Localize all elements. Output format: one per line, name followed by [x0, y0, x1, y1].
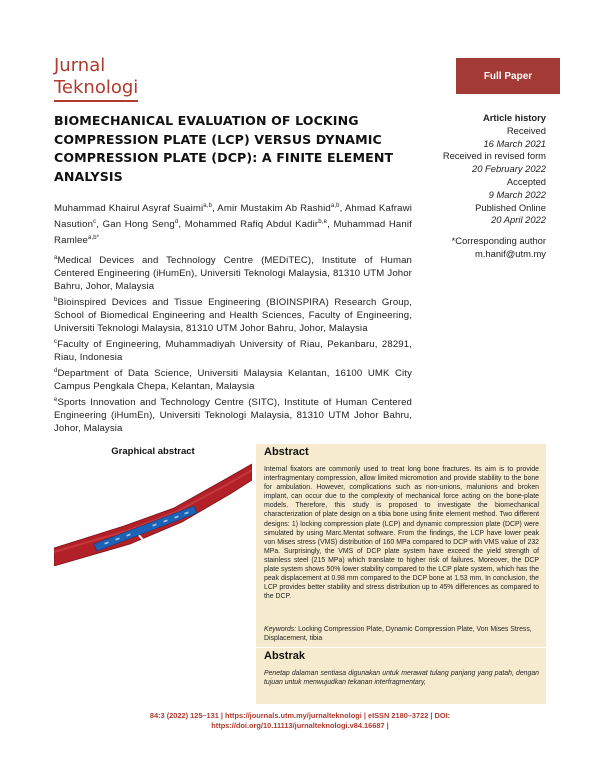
online-date: 20 April 2022: [491, 214, 546, 226]
author-sup: d: [174, 218, 179, 225]
journal-logo: [54, 55, 138, 102]
keywords: [264, 625, 539, 644]
affiliation-sup: b: [54, 296, 58, 303]
affiliation-text: Bioinspired Devices and Tissue Engineering (BIOINSPIRA) Research Group, School of Biomedical Engineering and Health Sciences, Faculty of Engineering, Universiti Teknologi Malaysia, 81310 UTM Johor Bahru, Johor, Malaysia: [54, 297, 412, 334]
affiliation-item: [54, 365, 412, 394]
author-name: Ahmad Kafrawi Nasution: [54, 203, 412, 230]
bone-plate-illustration: [54, 460, 252, 566]
affiliation-text: Sports Innovation and Technology Centre (SITC), Institute of Human Centered Engineering (iHumEn), Universiti Teknologi Malaysia, 81310 UTM Johor Bahru, Johor, Malaysia: [54, 397, 412, 434]
page-footer: [120, 711, 480, 732]
author-name: Muhammad Khairul Asyraf Suaimi: [54, 203, 204, 215]
author-sup: b,e: [318, 218, 328, 225]
author-sup: a,b: [330, 203, 340, 209]
graphical-abstract-figure: [54, 460, 252, 566]
revised-date: 20 February 2022: [471, 163, 546, 175]
author-sup: c: [93, 218, 97, 225]
author-list: Muhammad Khairul Asyraf Suaimi$^{a,b}$, Amir Mustakim Ab Rashid$^{a,b}$, Ahmad Kafrawi Nasution$^c$, Gan Hong Seng$^d$, Mohammed Rafiq Abdul Kadir$^{b,e}$, Muhammad Hanif Ramlee$^{a,b*}$: [54, 203, 413, 246]
journal-name-line1: Jurnal: [54, 55, 106, 76]
accepted-label: Accepted: [506, 175, 546, 187]
abstract-divider: [256, 647, 546, 648]
author-name: Amir Mustakim Ab Rashid: [217, 203, 331, 215]
corresponding-author: [424, 235, 546, 261]
author-name: Gan Hong Seng: [102, 218, 175, 230]
affiliation-item: [54, 394, 412, 436]
affiliation-item: [54, 294, 412, 336]
full-paper-badge: Full Paper: [456, 58, 560, 94]
tibia-bone-shape: [54, 464, 252, 566]
history-title: Article history: [482, 112, 546, 123]
received-label: Received: [506, 124, 546, 136]
keywords-text: Locking Compression Plate, Dynamic Compression Plate, Von Mises Stress, Displacement, tibia: [264, 626, 532, 643]
article-history: [424, 112, 546, 227]
affiliation-text: Department of Data Science, Universiti Malaysia Kelantan, 16100 UMK City Campus Pengkala Chepa, Kelantan, Malaysia: [54, 368, 412, 392]
abstract-title: Abstract: [264, 446, 309, 458]
accepted-date: 9 March 2022: [488, 188, 546, 200]
online-label: Published Online: [475, 201, 546, 213]
affiliation-item: [54, 336, 412, 365]
graphical-abstract-title: Graphical abstract: [111, 446, 195, 457]
footer-line1[interactable]: 84:3 (2022) 125–131 | https://journals.utm.my/jurnalteknologi | eISSN 2180–3722 | DOI:: [149, 711, 451, 720]
affiliation-sup: e: [54, 396, 58, 403]
paper-title: BIOMECHANICAL EVALUATION OF LOCKING COMPRESSION PLATE (LCP) VERSUS DYNAMIC COMPRESSION PLATE (DCP): A FINITE ELEMENT ANALYSIS: [54, 113, 394, 184]
abstract-panel: [256, 444, 546, 704]
author-sup: a,b*: [87, 234, 100, 241]
affiliation-sup: d: [54, 367, 58, 374]
received-date: 16 March 2021: [483, 137, 546, 149]
affiliation-item: [54, 252, 412, 294]
footer-line2[interactable]: https://doi.org/10.11113/jurnalteknologi.v84.16687 |: [211, 721, 389, 731]
revised-label: Received in revised form: [442, 150, 546, 162]
author-sup: a,b: [203, 203, 213, 209]
affiliation-text: Medical Devices and Technology Centre (MEDiTEC), Institute of Human Centered Engineering (iHumEn), Universiti Teknologi Malaysia, 81310 UTM Johor Bahru, Johor, Malaysia: [54, 255, 412, 292]
affiliation-list: [54, 252, 412, 436]
abstrak-title: Abstrak: [264, 650, 305, 662]
abstract-text: Internal fixators are commonly used to treat long bone fractures. Its aim is to provide interfragmentary compression, allow limited micromotion and provide stability to the bone for ambulation. However, complications such as non-unions, malunions and broken implant, can occur due to the complexity of mechanical force acting on the bone-plate models. Therefore, this study is proposed to investigate the biomechanical characterization of plate design on a tibia bone using finite element method. Two different designs: 1) locking compression plate (LCP) and dynamic compression plate (DCP) were simulated by using Marc.Mentat software. From the findings, the LCP have lower peak von Mises stress (VMS) distribution of 160 MPa compared to DCP with VMS value of 232 MPa. Surprisingly, the VMS of DCP plate system have exceed the yield strength of stainless steel (215 MPa) which translate to higher risk of failures. Moreover, the DCP plate system shows 50% lower stability compared to the LCP plate system, which has the peak displacement at 0.98 mm compared to the DCP bone at 1.53 mm. In conclusion, the LCP provides better stability and stress distribution up to 45% differences as compared to the DCP.: [264, 466, 539, 601]
author-name: Muhammad Hanif Ramlee: [54, 218, 413, 246]
affiliation-sup: a: [54, 255, 58, 261]
author-name: Mohammed Rafiq Abdul Kadir: [184, 218, 319, 230]
corresponding-label: *Corresponding author: [451, 235, 546, 246]
keywords-label: Keywords:: [264, 626, 297, 633]
corresponding-email[interactable]: m.hanif@utm.my: [475, 247, 546, 259]
journal-name-line2: Teknologi: [54, 77, 138, 102]
affiliation-sup: c: [54, 338, 58, 345]
abstrak-text: Penetap dalaman sentiasa digunakan untuk merawat tulang panjang yang patah, dengan tujuan untuk menwujudkan tekanan interfragmentary,: [264, 670, 539, 687]
affiliation-text: Faculty of Engineering, Muhammadiyah University of Riau, Pekanbaru, 28291, Riau, Indonesia: [54, 339, 412, 363]
